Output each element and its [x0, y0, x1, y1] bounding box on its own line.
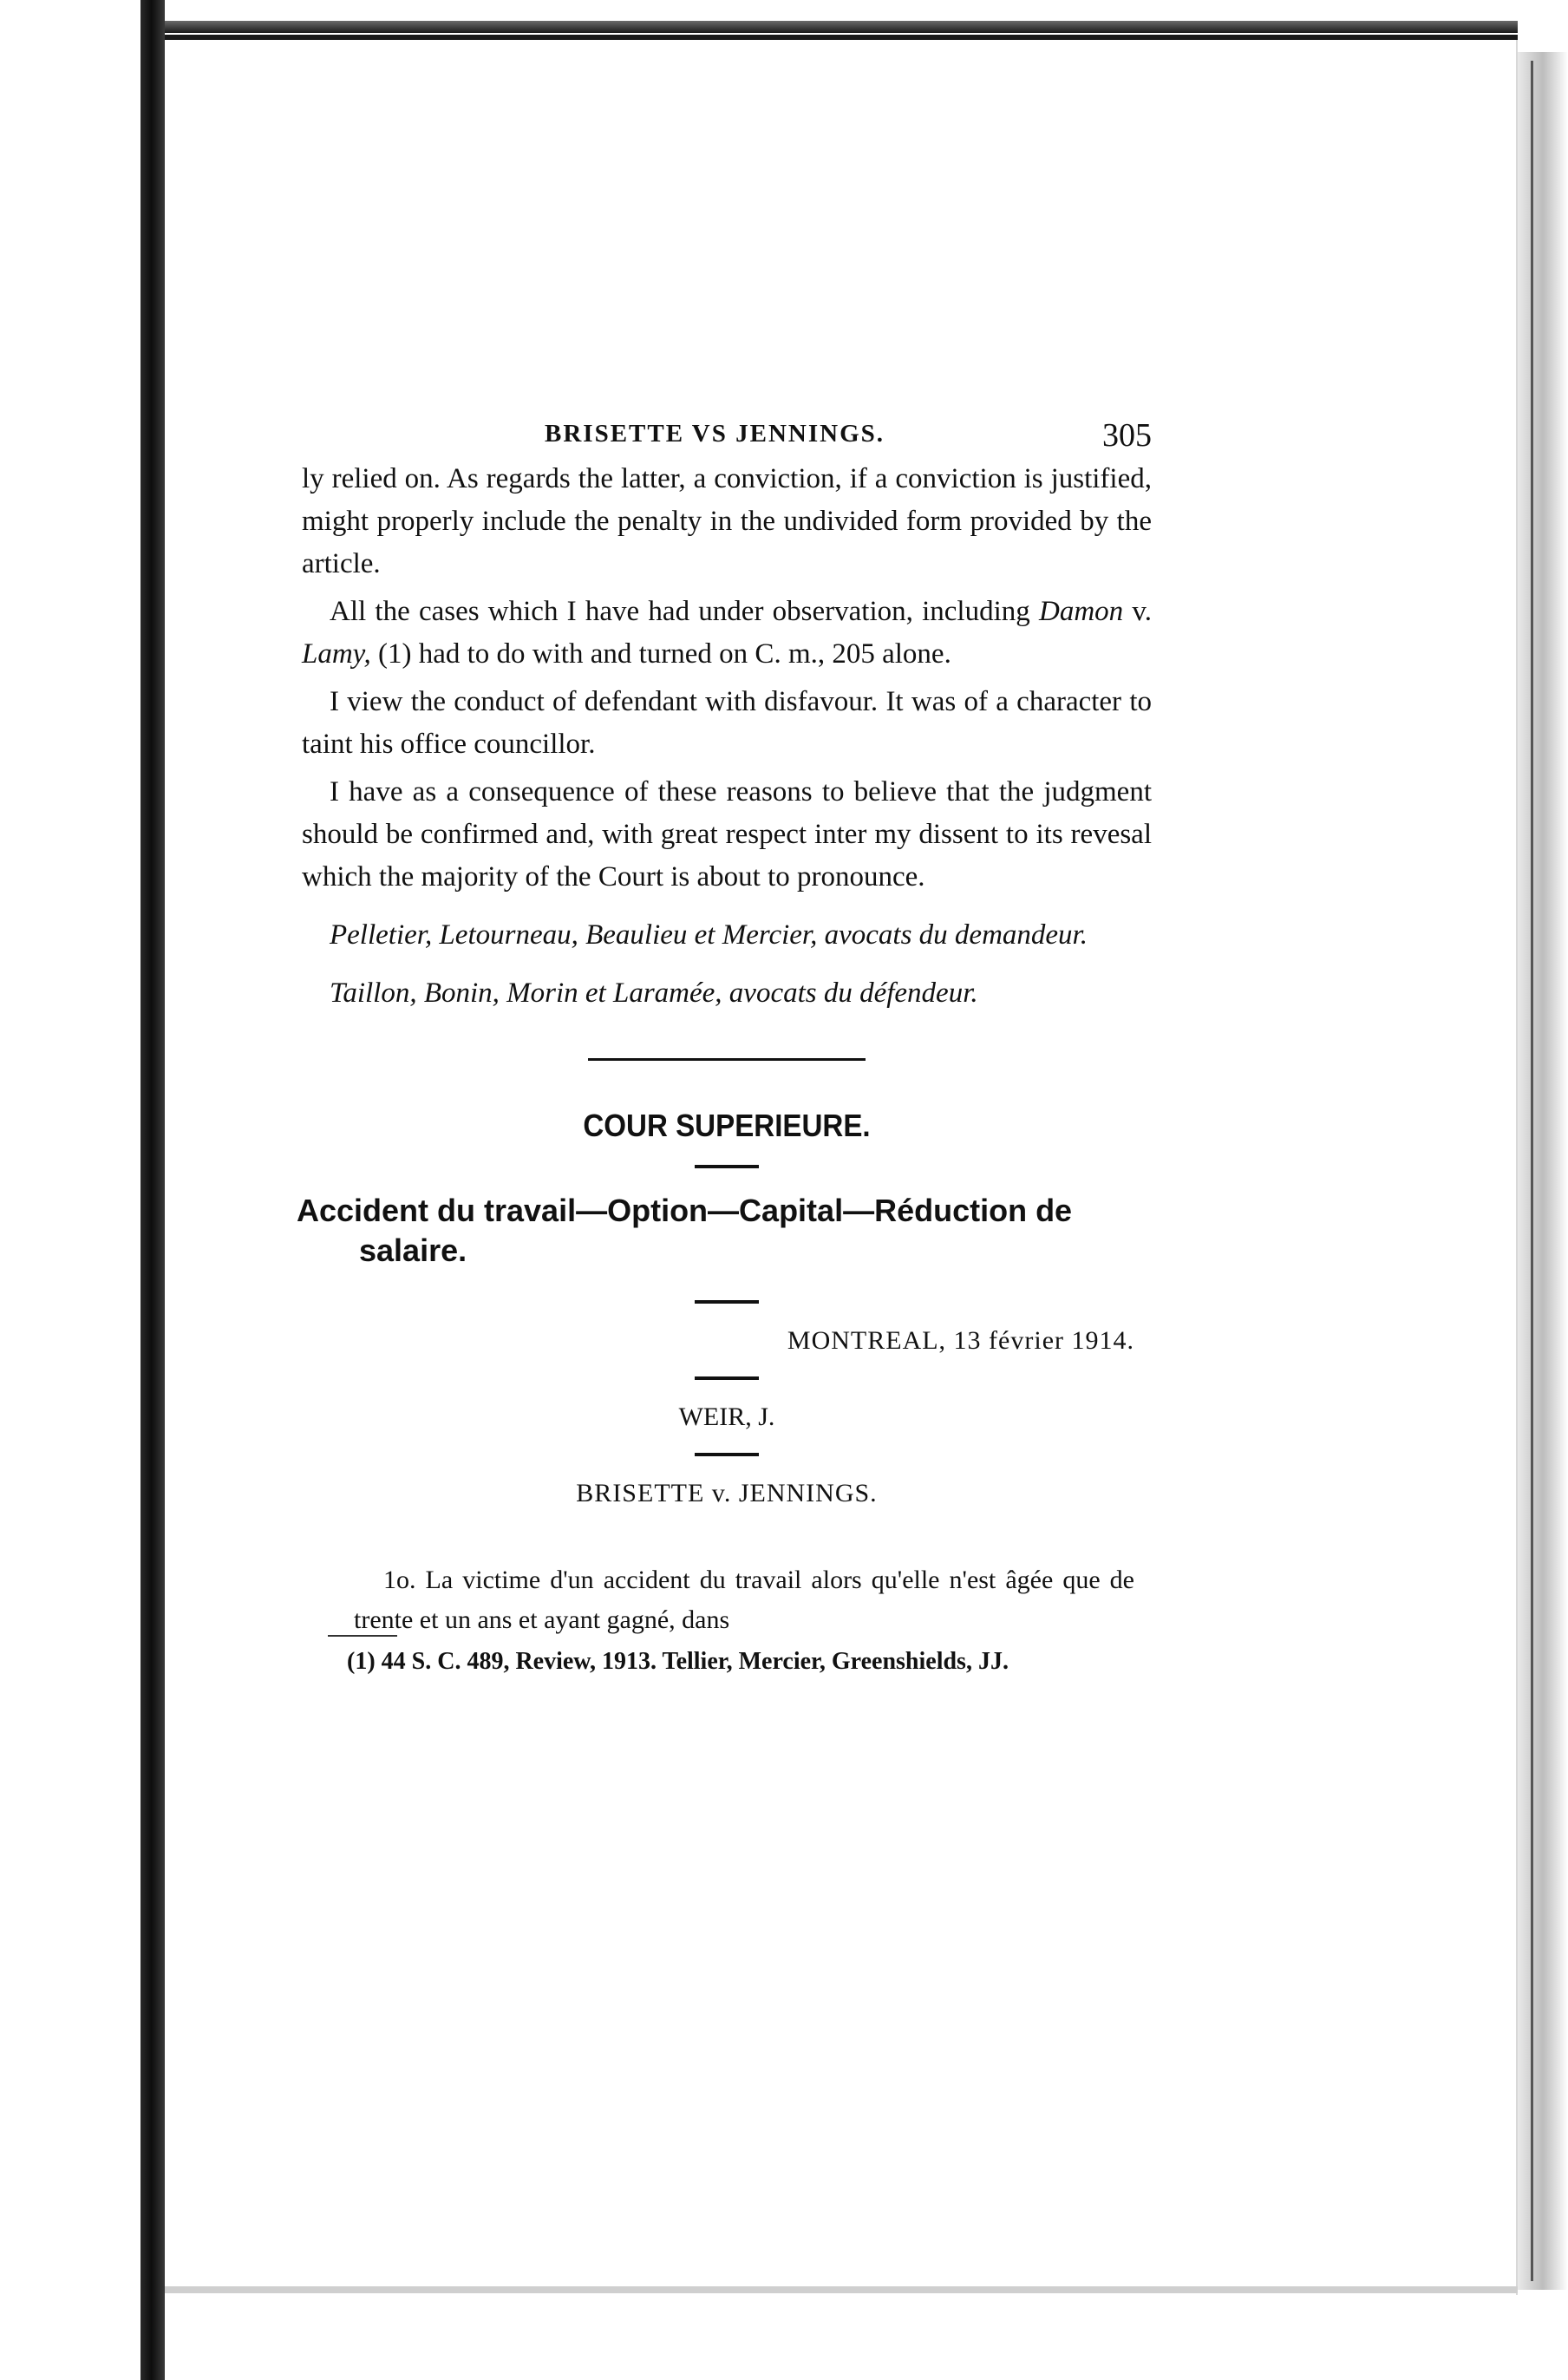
- case-parties: BRISETTE v. JENNINGS.: [576, 1479, 878, 1507]
- opinion-paragraph-2-end: (1) had to do with and turned on C. m., 205 alone.: [370, 638, 951, 670]
- page-right-edge-line: [1531, 61, 1533, 2281]
- page-number: 305: [1102, 417, 1152, 454]
- place-and-date: MONTREAL, 13 février 1914.: [787, 1326, 1134, 1355]
- counsel-defendant-text: Taillon, Bonin, Morin et Laramée, avocats du défendeur.: [330, 978, 978, 1009]
- short-rule-3: [695, 1376, 759, 1380]
- opinion-paragraph-2-start: All the cases which I have had under observation, including: [330, 596, 1039, 627]
- page-text-block: [297, 416, 1153, 1680]
- page-top-edge: [165, 21, 1518, 33]
- judge-name: WEIR, J.: [678, 1402, 775, 1431]
- page-bottom-edge: [165, 2286, 1518, 2293]
- footnote: (1) 44 S. C. 489, Review, 1913. Tellier, Mercier, Greenshields, JJ.: [347, 1648, 1009, 1675]
- opinion-paragraph-2: [302, 591, 1152, 676]
- left-facing-page: [0, 0, 154, 2380]
- court-title: COUR SUPERIEURE.: [583, 1108, 871, 1143]
- section-divider: [588, 1058, 866, 1061]
- headnote-summary: 1o. La victime d'un accident du travail alors qu'elle n'est âgée que de trente et un ans et ayant gagné, dans: [354, 1566, 1134, 1634]
- page-right-edge: [1518, 52, 1568, 2290]
- case-cited-party-b: Lamy,: [302, 638, 371, 670]
- opinion-paragraph-4: I have as a consequence of these reasons to believe that the judgment should be confirmed and, with great respect inter my dissent to its revesal which the majority of the Court is about to pronounce.: [302, 776, 1152, 892]
- short-rule-4: [695, 1453, 759, 1456]
- counsel-plaintiff-text: Pelletier, Letourneau, Beaulieu et Mercier, avocats du demandeur.: [330, 919, 1088, 951]
- running-head: [302, 416, 1152, 458]
- running-head-title: BRISETTE VS JENNINGS.: [545, 420, 885, 448]
- counsel-defendant: [302, 972, 1152, 1015]
- book-spine: [140, 0, 165, 2380]
- short-rule-1: [695, 1165, 759, 1168]
- case-cited-party-a: Damon: [1039, 596, 1124, 627]
- counsel-plaintiff: [302, 914, 1152, 957]
- short-rule-2: [695, 1300, 759, 1304]
- opinion-paragraph-3: I view the conduct of defendant with disfavour. It was of a character to taint his office councillor.: [302, 686, 1152, 760]
- opinion-paragraph-1: ly relied on. As regards the latter, a conviction, if a conviction is justified, might properly include the penalty in the undivided form provided by the article.: [302, 463, 1152, 579]
- headnote-title: Accident du travail—Option—Capital—Réduction de salaire.: [297, 1193, 1073, 1268]
- case-cited-versus: v.: [1123, 596, 1153, 627]
